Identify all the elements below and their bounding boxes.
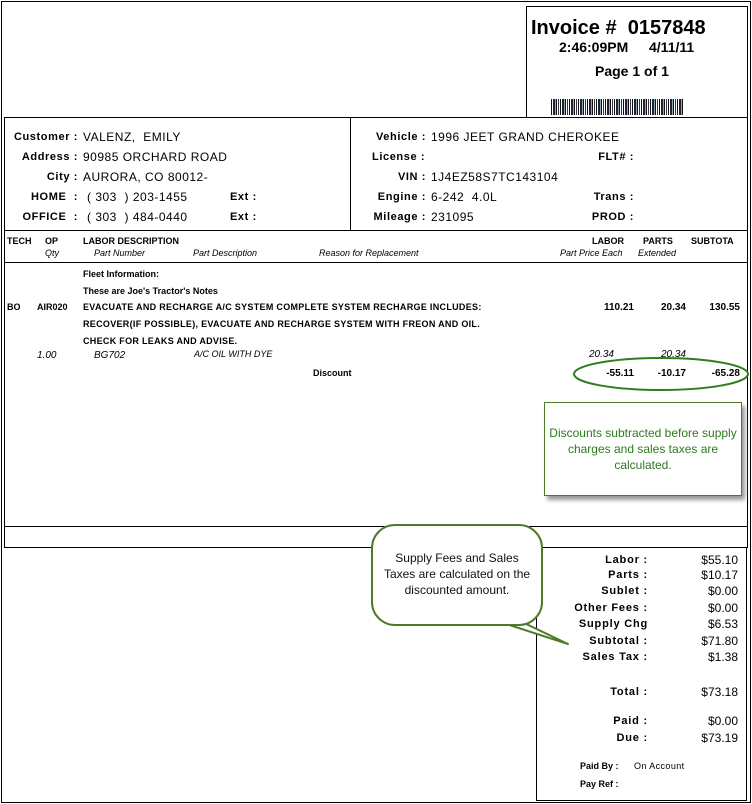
totals-value-sublet: $0.00: [707, 584, 738, 598]
job-description-3: CHECK FOR LEAKS AND ADVISE.: [83, 336, 238, 346]
col-tech: TECH: [7, 236, 32, 246]
divider: [4, 230, 748, 231]
divider: [4, 117, 5, 547]
col-extended: Extended: [638, 248, 677, 258]
supply-callout-text: Supply Fees and Sales Taxes are calculated on the discounted amount.: [383, 551, 531, 597]
totals-label-due: Due :: [616, 732, 648, 744]
address-label: Address :: [21, 151, 78, 163]
vin-label: VIN :: [397, 171, 426, 183]
discount-subtotal: -65.28: [711, 368, 740, 379]
col-part-number: Part Number: [94, 248, 146, 258]
part-price-each: 20.34: [588, 349, 614, 360]
mileage-value: 231095: [431, 210, 475, 224]
engine-label: Engine :: [377, 191, 426, 203]
totals-label-total: Total :: [610, 686, 648, 698]
customer-label: Customer :: [13, 131, 78, 143]
city-label: City :: [46, 171, 78, 183]
home-phone: ( 303 ) 203-1455: [87, 190, 188, 204]
discount-highlight-ellipse: [570, 355, 752, 395]
divider: [4, 117, 748, 118]
totals-label-other-fees: Other Fees :: [574, 602, 648, 614]
job-tech: BO: [7, 302, 21, 312]
invoice-number: Invoice # 0157848: [531, 17, 706, 39]
discount-callout: [544, 402, 742, 496]
home-phone-label: HOME :: [31, 191, 78, 203]
totals-value-labor: $55.10: [701, 553, 738, 567]
mileage-label: Mileage :: [373, 211, 426, 223]
discount-parts: -10.17: [657, 368, 686, 379]
totals-value-due: $73.19: [701, 731, 738, 745]
customer-address: 90985 ORCHARD ROAD: [83, 150, 228, 164]
notes: These are Joe's Tractor's Notes: [83, 286, 218, 296]
col-op: OP: [45, 236, 59, 246]
invoice-time: 2:46:09PM: [559, 39, 629, 55]
job-description-1: EVACUATE AND RECHARGE A/C SYSTEM COMPLETE SYSTEM RECHARGE INCLUDES:: [83, 302, 482, 312]
totals-label-sales-tax: Sales Tax :: [582, 651, 648, 663]
totals-label-subtotal: Subtotal :: [589, 635, 648, 647]
barcode: [551, 99, 683, 115]
part-number: BG702: [94, 350, 126, 361]
divider: [747, 117, 748, 547]
part-extended: 20.34: [660, 349, 686, 360]
col-subtotal: SUBTOTA: [691, 236, 734, 246]
divider: [350, 117, 351, 230]
col-labor-description: LABOR DESCRIPTION: [83, 236, 180, 246]
totals-value-subtotal: $71.80: [701, 634, 738, 648]
discount-callout-text: Discounts subtracted before supply charges and sales taxes are calculated.: [549, 426, 737, 472]
office-ext-label: Ext :: [230, 211, 257, 223]
totals-value-sales-tax: $1.38: [707, 650, 738, 664]
job-parts: 20.34: [660, 302, 686, 313]
vehicle-value: 1996 JEET GRAND CHEROKEE: [431, 130, 620, 144]
totals-label-supply-chg: Supply Chg: [578, 618, 648, 630]
trans-label: Trans :: [593, 191, 634, 203]
col-part-price-each: Part Price Each: [560, 248, 623, 258]
paid-by-value: On Account: [634, 761, 685, 771]
totals-label-labor: Labor :: [605, 554, 648, 566]
job-subtotal: 130.55: [709, 302, 740, 313]
office-phone-label: OFFICE :: [22, 211, 78, 223]
divider: [4, 526, 748, 527]
col-qty: Qty: [45, 248, 60, 258]
divider: [4, 262, 748, 263]
job-labor: 110.21: [603, 302, 634, 313]
vin-value: 1J4EZ58S7TC143104: [431, 170, 559, 184]
totals-value-parts: $10.17: [701, 568, 738, 582]
office-phone: ( 303 ) 484-0440: [87, 210, 188, 224]
col-reason: Reason for Replacement: [319, 248, 419, 258]
totals-value-supply-chg: $6.53: [707, 617, 738, 631]
customer-name: VALENZ, EMILY: [83, 130, 181, 144]
fleet-info: Fleet Information:: [83, 269, 159, 279]
prod-label: PROD :: [591, 211, 634, 223]
part-qty: 1.00: [37, 350, 57, 361]
totals-label-sublet: Sublet :: [601, 585, 648, 597]
home-ext-label: Ext :: [230, 191, 257, 203]
col-labor: LABOR: [592, 236, 624, 246]
pay-ref-label: Pay Ref :: [580, 779, 619, 789]
invoice-date: 4/11/11: [649, 39, 695, 55]
customer-city: AURORA, CO 80012-: [83, 170, 209, 184]
totals-label-paid: Paid :: [613, 715, 648, 727]
discount-label: Discount: [313, 368, 352, 378]
totals-label-parts: Parts :: [608, 569, 648, 581]
invoice-info-box: [526, 6, 748, 118]
engine-value: 6-242 4.0L: [431, 190, 498, 204]
totals-value-paid: $0.00: [707, 714, 738, 728]
license-label: License :: [372, 151, 426, 163]
totals-value-total: $73.18: [701, 685, 738, 699]
page-indicator: Page 1 of 1: [595, 63, 669, 79]
vehicle-label: Vehicle :: [375, 131, 426, 143]
job-op: AIR020: [37, 302, 68, 312]
supply-callout: [371, 524, 543, 626]
flt-label: FLT# :: [598, 151, 634, 163]
job-description-2: RECOVER(IF POSSIBLE), EVACUATE AND RECHARGE SYSTEM WITH FREON AND OIL.: [83, 319, 481, 329]
paid-by-label: Paid By :: [580, 761, 619, 771]
col-part-description: Part Description: [193, 248, 258, 258]
discount-labor: -55.11: [606, 368, 634, 379]
col-parts: PARTS: [643, 236, 673, 246]
totals-value-other-fees: $0.00: [707, 601, 738, 615]
part-description: A/C OIL WITH DYE: [194, 349, 273, 359]
